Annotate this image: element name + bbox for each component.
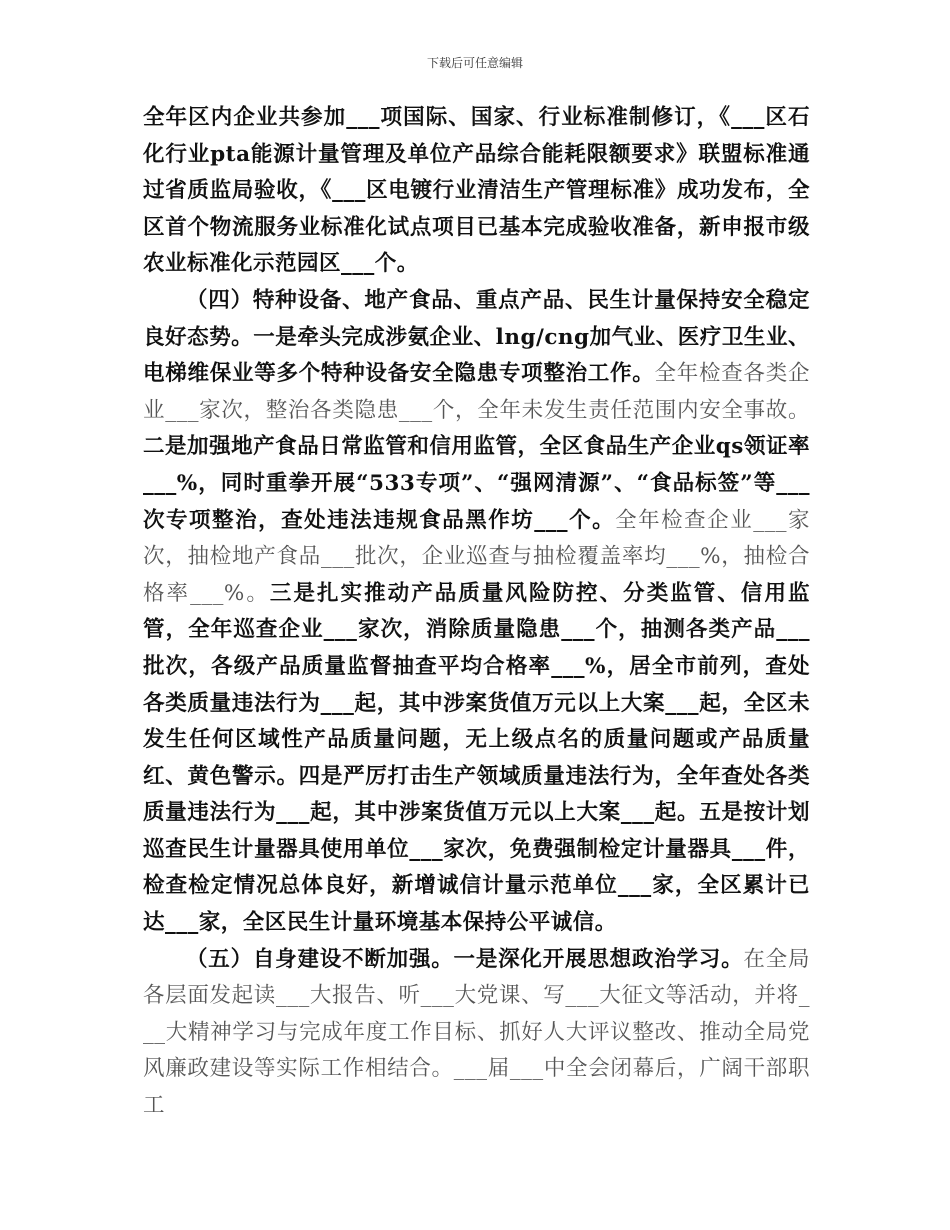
text-segment: 三是扎实推动产品质量风险防控、分类监管、信用监管，全年巡查企业___家次，消除质量隐患___个，抽测各类产品___批次，各级产品质量监督抽查平均合格率___%，居全市前列，查处各类质量违法行为___起，其中涉案货值万元以上大案___起，全区未发生任何区域性产品质量问题，无上级点名的质量问题或产品质量红、黄色警示。四是严厉打击生产领域质量违法行为，全年查处各类质量违法行为___起，其中涉案货值万元以上大案___起。五是按计划巡查民生计量器具使用单位___家次，免费强制检定计量器具___件，检查检定情况总体良好，新增诚信计量示范单位___家，全区累计已达___家，全区民生计量环境基本保持公平诚信。 [143, 580, 810, 936]
paragraph-self-building-section-5 [143, 942, 810, 1125]
text-segment: 全年检查各类企业___家次，整治各类隐患___个，全年未发生责任范围内安全事故。 [143, 361, 810, 423]
text-segment: 全年区内企业共参加___项国际、国家、行业标准制修订，《___区石化行业pta能源计量管理及单位产品综合能耗限额要求》联盟标准通过省质监局验收，《___区电镀行业清洁生产管理标准》成功发布，全区首个物流服务业标准化试点项目已基本完成验收准备，新申报市级农业标准化示范园区___个。 [143, 105, 810, 277]
document-body [143, 100, 810, 1125]
text-segment: 全年检查企业___家次，抽检地产食品___批次，企业巡查与抽检覆盖率均___%，抽检合格率___%。 [143, 507, 810, 606]
paragraph-standards [143, 100, 810, 283]
text-segment: 二是加强地产食品日常监管和信用监管，全区食品生产企业qs领证率___%，同时重拳开展“533专项”、“强网清源”、“食品标签”等___次专项整治，查处违法违规食品黑作坊___个。 [143, 434, 810, 533]
text-segment: （四）特种设备、地产食品、重点产品、民生计量保持安全稳定良好态势。一是牵头完成涉氨企业、lng/cng加气业、医疗卫生业、电梯维保业等多个特种设备安全隐患专项整治工作。 [143, 287, 810, 387]
paragraph-safety-section-4 [143, 283, 810, 942]
text-segment: （五）自身建设不断加强。一是深化开展思想政治学习。 [186, 946, 744, 972]
text-segment: 在全局各层面发起读___大报告、听___大党课、写___大征文等活动，并将___大精神学习与完成年度工作目标、抓好人大评议整改、推动全局党风廉政建设等实际工作相结合。___届___中全会闭幕后，广阔干部职工 [143, 946, 810, 1119]
page-header: 下载后可任意编辑 [426, 56, 523, 70]
